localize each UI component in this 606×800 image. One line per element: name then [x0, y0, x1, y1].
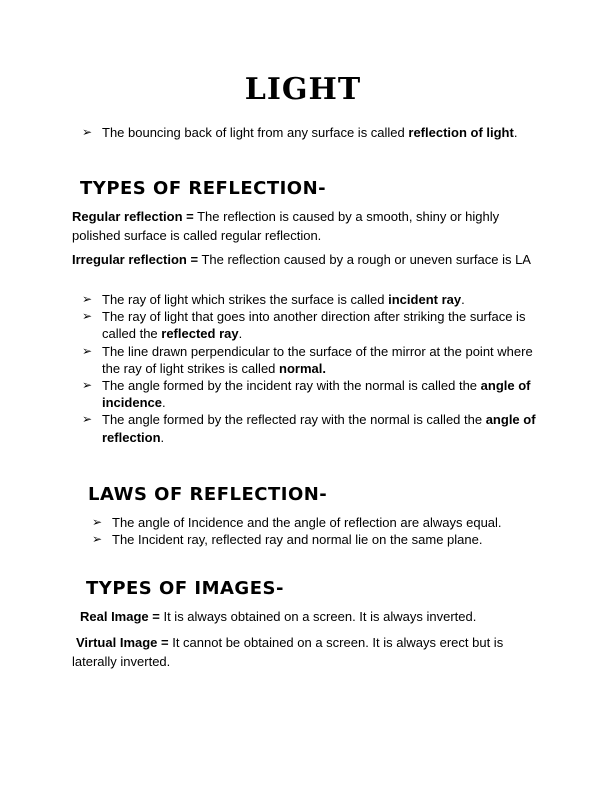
- laws-list: [92, 514, 552, 548]
- item-bold: normal.: [279, 360, 326, 376]
- list-item: [82, 343, 540, 377]
- real-label: Real Image =: [80, 609, 160, 624]
- item-text: The angle of Incidence and the angle of reflection are always equal.: [112, 515, 502, 530]
- list-item: [82, 411, 540, 445]
- virtual-text: It cannot be obtained on a screen. It is always erect but is laterally inverted.: [72, 635, 504, 669]
- list-item: [92, 531, 552, 548]
- item-text: The line drawn perpendicular to the surface of the mirror at the point where the ray of light strikes is called: [102, 343, 533, 376]
- item-text: The Incident ray, reflected ray and normal lie on the same plane.: [112, 532, 483, 548]
- list-item: [82, 377, 540, 411]
- reflection-points-list: [82, 291, 540, 446]
- item-text: The angle formed by the incident ray with the normal is called the: [102, 378, 481, 394]
- real-image-paragraph: [80, 607, 540, 626]
- item-text: The ray of light which strikes the surface is called: [102, 292, 389, 307]
- arrowhead-bullet-icon: ➢: [82, 412, 93, 427]
- list-item: [82, 124, 542, 141]
- item-end: .: [161, 395, 166, 411]
- page-title: LIGHT: [244, 72, 362, 107]
- real-text: It is always obtained on a screen. It is always inverted.: [159, 609, 477, 624]
- irregular-reflection-paragraph: [72, 250, 542, 269]
- irregular-label: Irregular reflection =: [72, 252, 199, 267]
- types-of-reflection-heading: TYPES OF REFLECTION-: [80, 178, 327, 199]
- item-bold: angle of incidence: [102, 378, 531, 411]
- list-item: [92, 514, 552, 531]
- types-of-images-heading: TYPES OF IMAGES-: [86, 578, 284, 599]
- intro-list: [82, 124, 542, 141]
- arrowhead-bullet-icon: ➢: [92, 515, 103, 529]
- arrowhead-bullet-icon: ➢: [82, 125, 93, 139]
- virtual-image-paragraph: [72, 633, 512, 671]
- item-text: The angle formed by the reflected ray with the normal is called the: [102, 412, 486, 428]
- item-bold: reflection of light: [408, 125, 514, 140]
- laws-of-reflection-heading: LAWS OF REFLECTION-: [88, 484, 328, 505]
- irregular-text: The reflection caused by a rough or uneven surface is LA: [198, 252, 531, 267]
- arrowhead-bullet-icon: ➢: [82, 309, 93, 324]
- item-end: .: [461, 292, 465, 307]
- item-end: .: [238, 326, 243, 342]
- item-end: .: [513, 125, 518, 140]
- item-bold: incident ray: [388, 292, 462, 307]
- arrowhead-bullet-icon: ➢: [82, 378, 93, 393]
- regular-reflection-paragraph: [72, 207, 532, 245]
- list-item: [82, 308, 540, 342]
- item-bold: angle of reflection: [102, 412, 536, 445]
- virtual-label: Virtual Image =: [76, 635, 169, 650]
- item-end: .: [160, 429, 165, 445]
- arrowhead-bullet-icon: ➢: [82, 292, 93, 306]
- arrowhead-bullet-icon: ➢: [82, 343, 93, 358]
- item-text: The ray of light that goes into another direction after striking the surface is called the: [102, 309, 526, 342]
- item-text: The bouncing back of light from any surface is called: [102, 125, 409, 140]
- regular-label: Regular reflection =: [72, 209, 194, 224]
- arrowhead-bullet-icon: ➢: [92, 532, 103, 547]
- list-item: [82, 291, 540, 308]
- item-bold: reflected ray: [161, 326, 239, 342]
- regular-text: The reflection is caused by a smooth, shiny or highly polished surface is called regular reflection.: [72, 209, 500, 243]
